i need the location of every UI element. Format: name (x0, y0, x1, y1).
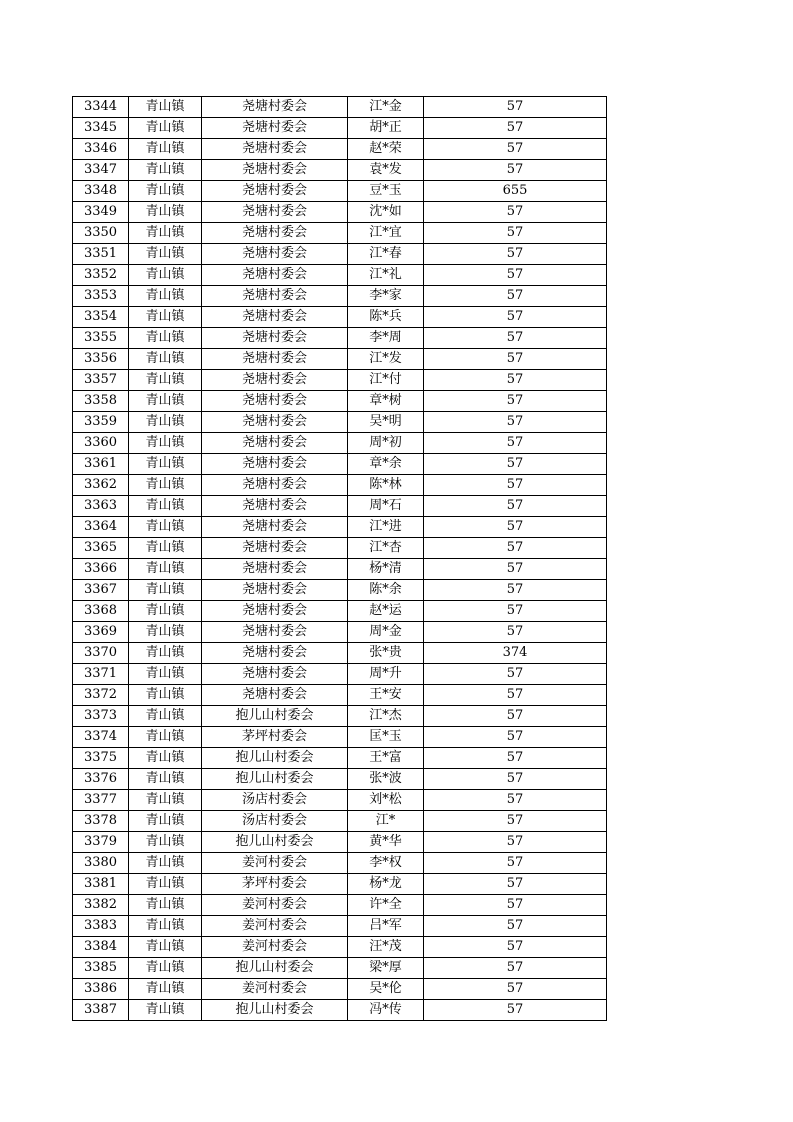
village-committee-cell: 尧塘村委会 (202, 664, 348, 685)
town-cell: 青山镇 (129, 517, 202, 538)
village-committee-cell: 尧塘村委会 (202, 685, 348, 706)
town-cell: 青山镇 (129, 538, 202, 559)
amount-cell: 57 (424, 580, 607, 601)
village-committee-cell: 尧塘村委会 (202, 97, 348, 118)
person-name-cell: 江*进 (348, 517, 424, 538)
table-row (73, 349, 607, 370)
town-cell: 青山镇 (129, 958, 202, 979)
person-name-cell: 胡*正 (348, 118, 424, 139)
person-name-cell: 陈*兵 (348, 307, 424, 328)
village-committee-cell: 尧塘村委会 (202, 286, 348, 307)
amount-cell: 57 (424, 685, 607, 706)
village-committee-cell: 尧塘村委会 (202, 370, 348, 391)
row-number-cell: 3379 (73, 832, 129, 853)
amount-cell: 57 (424, 496, 607, 517)
town-cell: 青山镇 (129, 160, 202, 181)
person-name-cell: 江*金 (348, 97, 424, 118)
town-cell: 青山镇 (129, 979, 202, 1000)
table-row (73, 97, 607, 118)
person-name-cell: 江*礼 (348, 265, 424, 286)
town-cell: 青山镇 (129, 181, 202, 202)
table-row (73, 286, 607, 307)
row-number-cell: 3351 (73, 244, 129, 265)
row-number-cell: 3378 (73, 811, 129, 832)
person-name-cell: 沈*如 (348, 202, 424, 223)
row-number-cell: 3375 (73, 748, 129, 769)
row-number-cell: 3354 (73, 307, 129, 328)
table-row (73, 1000, 607, 1021)
town-cell: 青山镇 (129, 433, 202, 454)
town-cell: 青山镇 (129, 832, 202, 853)
table-row (73, 811, 607, 832)
village-committee-cell: 尧塘村委会 (202, 118, 348, 139)
person-name-cell: 江*杰 (348, 706, 424, 727)
table-row (73, 538, 607, 559)
amount-cell: 57 (424, 244, 607, 265)
row-number-cell: 3372 (73, 685, 129, 706)
amount-cell: 57 (424, 517, 607, 538)
town-cell: 青山镇 (129, 118, 202, 139)
amount-cell: 57 (424, 958, 607, 979)
row-number-cell: 3356 (73, 349, 129, 370)
village-committee-cell: 尧塘村委会 (202, 475, 348, 496)
town-cell: 青山镇 (129, 580, 202, 601)
person-name-cell: 章*余 (348, 454, 424, 475)
village-committee-cell: 尧塘村委会 (202, 580, 348, 601)
person-name-cell: 黄*华 (348, 832, 424, 853)
table-row (73, 244, 607, 265)
row-number-cell: 3370 (73, 643, 129, 664)
town-cell: 青山镇 (129, 202, 202, 223)
row-number-cell: 3384 (73, 937, 129, 958)
town-cell: 青山镇 (129, 328, 202, 349)
amount-cell: 57 (424, 832, 607, 853)
row-number-cell: 3382 (73, 895, 129, 916)
town-cell: 青山镇 (129, 349, 202, 370)
town-cell: 青山镇 (129, 454, 202, 475)
table-row (73, 664, 607, 685)
town-cell: 青山镇 (129, 937, 202, 958)
amount-cell: 57 (424, 202, 607, 223)
table-row (73, 727, 607, 748)
amount-cell: 57 (424, 895, 607, 916)
amount-cell: 57 (424, 811, 607, 832)
person-name-cell: 吴*伦 (348, 979, 424, 1000)
village-committee-cell: 抱儿山村委会 (202, 706, 348, 727)
town-cell: 青山镇 (129, 874, 202, 895)
amount-cell: 57 (424, 916, 607, 937)
table-row (73, 916, 607, 937)
table-body (73, 97, 607, 1021)
town-cell: 青山镇 (129, 265, 202, 286)
amount-cell: 57 (424, 307, 607, 328)
village-committee-cell: 茅坪村委会 (202, 874, 348, 895)
row-number-cell: 3352 (73, 265, 129, 286)
amount-cell: 57 (424, 1000, 607, 1021)
table-row (73, 454, 607, 475)
village-committee-cell: 姜河村委会 (202, 937, 348, 958)
table-row (73, 223, 607, 244)
amount-cell: 57 (424, 622, 607, 643)
table-row (73, 118, 607, 139)
town-cell: 青山镇 (129, 559, 202, 580)
amount-cell: 57 (424, 769, 607, 790)
table-row (73, 307, 607, 328)
subsidy-table (72, 96, 607, 1021)
amount-cell: 57 (424, 559, 607, 580)
village-committee-cell: 尧塘村委会 (202, 454, 348, 475)
village-committee-cell: 尧塘村委会 (202, 244, 348, 265)
row-number-cell: 3349 (73, 202, 129, 223)
row-number-cell: 3360 (73, 433, 129, 454)
village-committee-cell: 尧塘村委会 (202, 349, 348, 370)
village-committee-cell: 尧塘村委会 (202, 601, 348, 622)
row-number-cell: 3368 (73, 601, 129, 622)
row-number-cell: 3374 (73, 727, 129, 748)
town-cell: 青山镇 (129, 664, 202, 685)
person-name-cell: 汪*茂 (348, 937, 424, 958)
amount-cell: 57 (424, 349, 607, 370)
town-cell: 青山镇 (129, 286, 202, 307)
amount-cell: 57 (424, 475, 607, 496)
row-number-cell: 3385 (73, 958, 129, 979)
village-committee-cell: 茅坪村委会 (202, 727, 348, 748)
village-committee-cell: 抱儿山村委会 (202, 832, 348, 853)
village-committee-cell: 抱儿山村委会 (202, 1000, 348, 1021)
town-cell: 青山镇 (129, 769, 202, 790)
row-number-cell: 3363 (73, 496, 129, 517)
amount-cell: 57 (424, 538, 607, 559)
town-cell: 青山镇 (129, 244, 202, 265)
village-committee-cell: 汤店村委会 (202, 811, 348, 832)
table-row (73, 412, 607, 433)
town-cell: 青山镇 (129, 139, 202, 160)
person-name-cell: 江*付 (348, 370, 424, 391)
table-row (73, 979, 607, 1000)
amount-cell: 374 (424, 643, 607, 664)
village-committee-cell: 汤店村委会 (202, 790, 348, 811)
table-row (73, 769, 607, 790)
table-row (73, 328, 607, 349)
village-committee-cell: 尧塘村委会 (202, 412, 348, 433)
person-name-cell: 刘*松 (348, 790, 424, 811)
row-number-cell: 3381 (73, 874, 129, 895)
village-committee-cell: 抱儿山村委会 (202, 748, 348, 769)
village-committee-cell: 尧塘村委会 (202, 496, 348, 517)
person-name-cell: 李*权 (348, 853, 424, 874)
table-row (73, 853, 607, 874)
table-row (73, 643, 607, 664)
village-committee-cell: 姜河村委会 (202, 895, 348, 916)
town-cell: 青山镇 (129, 370, 202, 391)
table-row (73, 874, 607, 895)
person-name-cell: 陈*林 (348, 475, 424, 496)
town-cell: 青山镇 (129, 790, 202, 811)
table-row (73, 517, 607, 538)
table-row (73, 160, 607, 181)
person-name-cell: 章*树 (348, 391, 424, 412)
row-number-cell: 3344 (73, 97, 129, 118)
table-row (73, 181, 607, 202)
person-name-cell: 王*富 (348, 748, 424, 769)
person-name-cell: 冯*传 (348, 1000, 424, 1021)
village-committee-cell: 尧塘村委会 (202, 643, 348, 664)
row-number-cell: 3345 (73, 118, 129, 139)
amount-cell: 57 (424, 433, 607, 454)
table-row (73, 265, 607, 286)
row-number-cell: 3350 (73, 223, 129, 244)
amount-cell: 57 (424, 790, 607, 811)
person-name-cell: 赵*荣 (348, 139, 424, 160)
table-row (73, 559, 607, 580)
amount-cell: 57 (424, 118, 607, 139)
town-cell: 青山镇 (129, 307, 202, 328)
person-name-cell: 杨*清 (348, 559, 424, 580)
amount-cell: 57 (424, 286, 607, 307)
amount-cell: 57 (424, 97, 607, 118)
row-number-cell: 3377 (73, 790, 129, 811)
person-name-cell: 江*宜 (348, 223, 424, 244)
town-cell: 青山镇 (129, 643, 202, 664)
person-name-cell: 匡*玉 (348, 727, 424, 748)
person-name-cell: 袁*发 (348, 160, 424, 181)
row-number-cell: 3366 (73, 559, 129, 580)
village-committee-cell: 抱儿山村委会 (202, 769, 348, 790)
row-number-cell: 3347 (73, 160, 129, 181)
person-name-cell: 李*家 (348, 286, 424, 307)
amount-cell: 57 (424, 391, 607, 412)
person-name-cell: 吕*军 (348, 916, 424, 937)
person-name-cell: 豆*玉 (348, 181, 424, 202)
village-committee-cell: 尧塘村委会 (202, 202, 348, 223)
person-name-cell: 张*贵 (348, 643, 424, 664)
table-row (73, 433, 607, 454)
row-number-cell: 3362 (73, 475, 129, 496)
village-committee-cell: 尧塘村委会 (202, 622, 348, 643)
table-row (73, 475, 607, 496)
person-name-cell: 张*波 (348, 769, 424, 790)
village-committee-cell: 尧塘村委会 (202, 139, 348, 160)
row-number-cell: 3346 (73, 139, 129, 160)
town-cell: 青山镇 (129, 97, 202, 118)
row-number-cell: 3383 (73, 916, 129, 937)
village-committee-cell: 姜河村委会 (202, 853, 348, 874)
amount-cell: 57 (424, 874, 607, 895)
amount-cell: 57 (424, 223, 607, 244)
town-cell: 青山镇 (129, 895, 202, 916)
village-committee-cell: 尧塘村委会 (202, 223, 348, 244)
table-row (73, 202, 607, 223)
amount-cell: 57 (424, 979, 607, 1000)
town-cell: 青山镇 (129, 811, 202, 832)
village-committee-cell: 尧塘村委会 (202, 328, 348, 349)
village-committee-cell: 尧塘村委会 (202, 160, 348, 181)
person-name-cell: 梁*厚 (348, 958, 424, 979)
row-number-cell: 3373 (73, 706, 129, 727)
table-row (73, 601, 607, 622)
row-number-cell: 3361 (73, 454, 129, 475)
amount-cell: 57 (424, 139, 607, 160)
table-row (73, 748, 607, 769)
row-number-cell: 3358 (73, 391, 129, 412)
row-number-cell: 3376 (73, 769, 129, 790)
person-name-cell: 周*金 (348, 622, 424, 643)
row-number-cell: 3369 (73, 622, 129, 643)
amount-cell: 57 (424, 412, 607, 433)
amount-cell: 57 (424, 265, 607, 286)
row-number-cell: 3365 (73, 538, 129, 559)
person-name-cell: 江*杏 (348, 538, 424, 559)
row-number-cell: 3387 (73, 1000, 129, 1021)
person-name-cell: 江*春 (348, 244, 424, 265)
amount-cell: 57 (424, 727, 607, 748)
village-committee-cell: 尧塘村委会 (202, 265, 348, 286)
town-cell: 青山镇 (129, 1000, 202, 1021)
town-cell: 青山镇 (129, 601, 202, 622)
amount-cell: 57 (424, 454, 607, 475)
town-cell: 青山镇 (129, 916, 202, 937)
person-name-cell: 王*安 (348, 685, 424, 706)
table-row (73, 685, 607, 706)
amount-cell: 57 (424, 748, 607, 769)
amount-cell: 57 (424, 160, 607, 181)
amount-cell: 655 (424, 181, 607, 202)
town-cell: 青山镇 (129, 475, 202, 496)
table-row (73, 958, 607, 979)
town-cell: 青山镇 (129, 496, 202, 517)
table-row (73, 496, 607, 517)
table-row (73, 139, 607, 160)
town-cell: 青山镇 (129, 748, 202, 769)
village-committee-cell: 尧塘村委会 (202, 433, 348, 454)
table-row (73, 580, 607, 601)
person-name-cell: 吴*明 (348, 412, 424, 433)
row-number-cell: 3355 (73, 328, 129, 349)
table-row (73, 790, 607, 811)
row-number-cell: 3348 (73, 181, 129, 202)
town-cell: 青山镇 (129, 412, 202, 433)
person-name-cell: 江*发 (348, 349, 424, 370)
amount-cell: 57 (424, 370, 607, 391)
row-number-cell: 3364 (73, 517, 129, 538)
village-committee-cell: 姜河村委会 (202, 979, 348, 1000)
table-row (73, 706, 607, 727)
table-row (73, 622, 607, 643)
town-cell: 青山镇 (129, 391, 202, 412)
person-name-cell: 赵*运 (348, 601, 424, 622)
village-committee-cell: 尧塘村委会 (202, 517, 348, 538)
person-name-cell: 李*周 (348, 328, 424, 349)
person-name-cell: 许*全 (348, 895, 424, 916)
amount-cell: 57 (424, 601, 607, 622)
row-number-cell: 3353 (73, 286, 129, 307)
village-committee-cell: 尧塘村委会 (202, 307, 348, 328)
person-name-cell: 江* (348, 811, 424, 832)
village-committee-cell: 抱儿山村委会 (202, 958, 348, 979)
town-cell: 青山镇 (129, 706, 202, 727)
table-row (73, 937, 607, 958)
village-committee-cell: 尧塘村委会 (202, 559, 348, 580)
row-number-cell: 3357 (73, 370, 129, 391)
person-name-cell: 杨*龙 (348, 874, 424, 895)
row-number-cell: 3367 (73, 580, 129, 601)
village-committee-cell: 尧塘村委会 (202, 181, 348, 202)
person-name-cell: 周*石 (348, 496, 424, 517)
amount-cell: 57 (424, 937, 607, 958)
town-cell: 青山镇 (129, 622, 202, 643)
town-cell: 青山镇 (129, 223, 202, 244)
table-row (73, 391, 607, 412)
row-number-cell: 3386 (73, 979, 129, 1000)
row-number-cell: 3359 (73, 412, 129, 433)
table-row (73, 895, 607, 916)
village-committee-cell: 尧塘村委会 (202, 391, 348, 412)
amount-cell: 57 (424, 664, 607, 685)
person-name-cell: 周*升 (348, 664, 424, 685)
person-name-cell: 周*初 (348, 433, 424, 454)
amount-cell: 57 (424, 853, 607, 874)
person-name-cell: 陈*余 (348, 580, 424, 601)
town-cell: 青山镇 (129, 853, 202, 874)
row-number-cell: 3380 (73, 853, 129, 874)
table-row (73, 832, 607, 853)
town-cell: 青山镇 (129, 685, 202, 706)
village-committee-cell: 尧塘村委会 (202, 538, 348, 559)
amount-cell: 57 (424, 706, 607, 727)
town-cell: 青山镇 (129, 727, 202, 748)
village-committee-cell: 姜河村委会 (202, 916, 348, 937)
row-number-cell: 3371 (73, 664, 129, 685)
table-row (73, 370, 607, 391)
amount-cell: 57 (424, 328, 607, 349)
